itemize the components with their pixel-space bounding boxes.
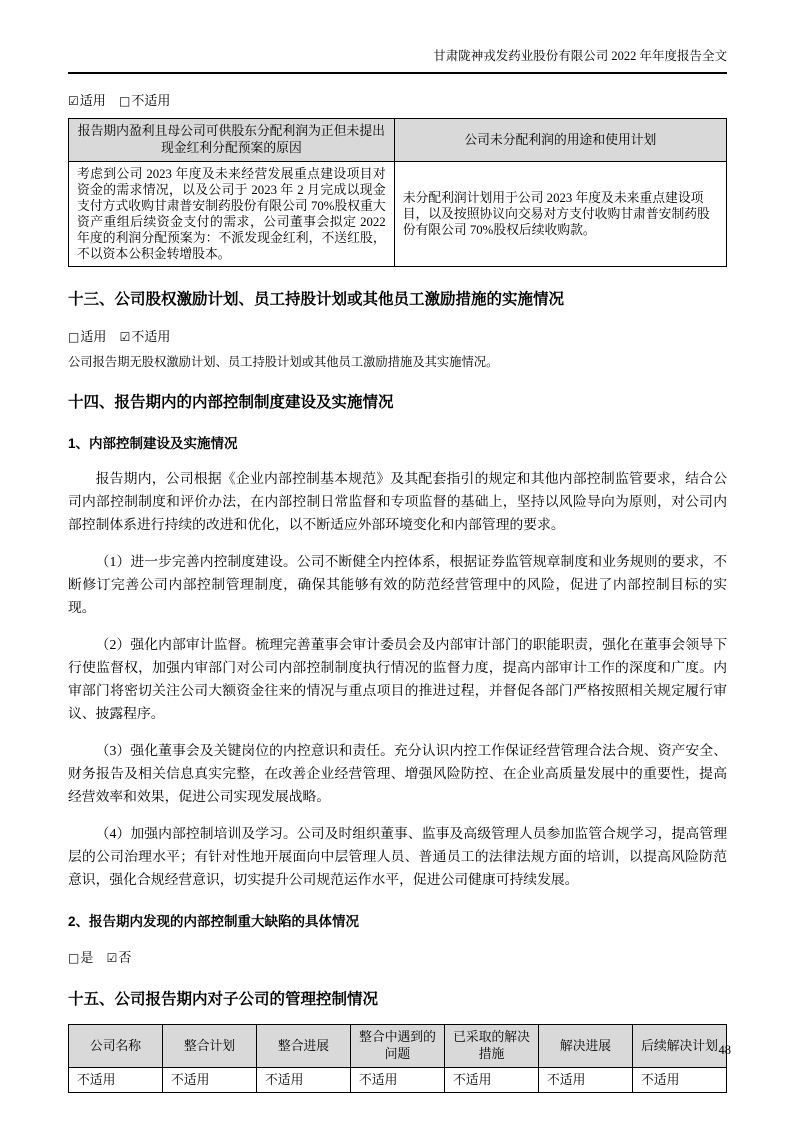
check-item-applicable (68, 93, 106, 108)
check-label: 否 (118, 950, 132, 965)
check-label: 不适用 (131, 329, 171, 344)
check-item-not-applicable (119, 93, 170, 108)
dividend-table (68, 118, 727, 267)
doc-header-title: 甘肃陇神戎发药业股份有限公司 2022 年年度报告全文 (433, 49, 727, 63)
table-row (69, 1068, 727, 1093)
cell-measures-taken: 不适用 (445, 1068, 539, 1093)
subsidiary-control-table (68, 1024, 727, 1093)
checkbox-unchecked-icon: □ (68, 330, 80, 344)
paragraph: 报告期内，公司根据《企业内部控制基本规范》及其配套指引的规定和其他内部控制监管要求，结合公司内部控制制度和评价办法，在内部控制日常监督和专项监督的基础上，坚持以风险导向为原则，对公司内部控制体系进行持续的改进和优化，以不断适应外部环境变化和内部管理的要求。 (68, 471, 727, 532)
doc-header (68, 48, 727, 74)
paragraph: （3）强化董事会及关键岗位的内控意识和责任。充分认识内控工作保证经营管理合法合规、资产安全、财务报告及相关信息真实完整，在改善企业经营管理、增强风险防控、在企业高质量发展中的重要性，提高经营效率和效果，促进公司实现发展战略。 (68, 743, 727, 804)
cell-company-name: 不适用 (69, 1068, 163, 1093)
check-item-yes (68, 950, 93, 965)
check-item-applicable (68, 329, 106, 344)
col-measures-taken: 已采取的解决措施 (445, 1025, 539, 1068)
check-label: 是 (80, 950, 94, 965)
col-resolution-progress: 解决进展 (539, 1025, 633, 1068)
dividend-table-header-plan: 公司未分配利润的用途和使用计划 (394, 119, 726, 162)
section13-title: 十三、公司股权激励计划、员工持股计划或其他员工激励措施的实施情况 (68, 291, 565, 308)
section13-note: 公司报告期无股权激励计划、员工持股计划或其他员工激励措施及其实施情况。 (68, 355, 499, 369)
dividend-table-cell-reason: 考虑到公司 2023 年度及未来经营发展重点建设项目对资金的需求情况，以及公司于 2023 年 2 月完成以现金支付方式收购甘肃普安制药股份有限公司 70%股权重大资产重组后续资金支付的需求，公司董事会拟定 2022 年度的利润分配预案为：不派发现金红利，不送红股，不以资本公积金转增股本。 (69, 162, 395, 267)
page-number: 48 (718, 1043, 731, 1057)
col-integration-plan: 整合计划 (163, 1025, 257, 1068)
checkbox-checked-icon: ☑ (68, 94, 79, 108)
section14-sub2-title: 2、报告期内发现的内部控制重大缺陷的具体情况 (68, 914, 360, 929)
checkbox-checked-icon: ☑ (119, 330, 131, 344)
check-item-not-applicable (120, 329, 171, 344)
col-company-name: 公司名称 (69, 1025, 163, 1068)
table-row (69, 162, 727, 267)
table-header-row (69, 1025, 727, 1068)
section14-title: 十四、报告期内的内部控制制度建设及实施情况 (68, 394, 394, 411)
section15-title: 十五、公司报告期内对子公司的管理控制情况 (68, 991, 379, 1008)
checkbox-unchecked-icon: □ (68, 951, 80, 965)
table-header-row (69, 119, 727, 162)
check-label: 不适用 (131, 93, 171, 108)
cell-integration-plan: 不适用 (163, 1068, 257, 1093)
col-integration-progress: 整合进展 (257, 1025, 351, 1068)
check-item-no (107, 950, 132, 965)
cell-integration-progress: 不适用 (257, 1068, 351, 1093)
checkbox-unchecked-icon: □ (119, 94, 131, 108)
dividend-table-cell-plan: 未分配利润计划用于公司 2023 年度及未来重点建设项目，以及按照协议向交易对方支付收购甘肃普安制药股份有限公司 70%股权后续收购款。 (394, 162, 726, 267)
paragraph: （1）进一步完善内控制度建设。公司不断健全内控体系，根据证券监管规章制度和业务规则的要求，不断修订完善公司内部控制管理制度，确保其能够有效的防范经营管理中的风险，促进了内部控制目标的实现。 (68, 554, 727, 615)
paragraph: （4）加强内部控制培训及学习。公司及时组织董事、监事及高级管理人员参加监管合规学习，提高管理层的公司治理水平；有针对性地开展面向中层管理人员、普通员工的法律法规方面的培训，以提高风险防范意识，强化合规经营意识，切实提升公司规范运作水平，促进公司健康可持续发展。 (68, 826, 727, 887)
check-label: 适用 (79, 93, 106, 108)
section14-yesno-checkline (68, 949, 727, 967)
check-label: 适用 (80, 329, 107, 344)
section14-sub1-title: 1、内部控制建设及实施情况 (68, 436, 238, 451)
col-followup-plan: 后续解决计划 (633, 1025, 727, 1068)
cell-resolution-progress: 不适用 (539, 1068, 633, 1093)
dividend-applicability-checkline (68, 92, 727, 110)
checkbox-checked-icon: ☑ (106, 951, 118, 965)
cell-followup-plan: 不适用 (633, 1068, 727, 1093)
section13-applicability-checkline (68, 328, 727, 346)
paragraph: （2）强化内部审计监督。梳理完善董事会审计委员会及内部审计部门的职能职责，强化在董事会领导下行使监督权，加强内审部门对公司内部控制制度执行情况的监督力度，提高内部审计工作的深度和广度。内审部门将密切关注公司大额资金往来的情况与重点项目的推进过程，并督促各部门严格按照相关规定履行审议、披露程序。 (68, 637, 727, 721)
col-problems-encountered: 整合中遇到的问题 (351, 1025, 445, 1068)
cell-problems-encountered: 不适用 (351, 1068, 445, 1093)
dividend-table-header-reason: 报告期内盈利且母公司可供股东分配利润为正但未提出现金红利分配预案的原因 (69, 119, 395, 162)
